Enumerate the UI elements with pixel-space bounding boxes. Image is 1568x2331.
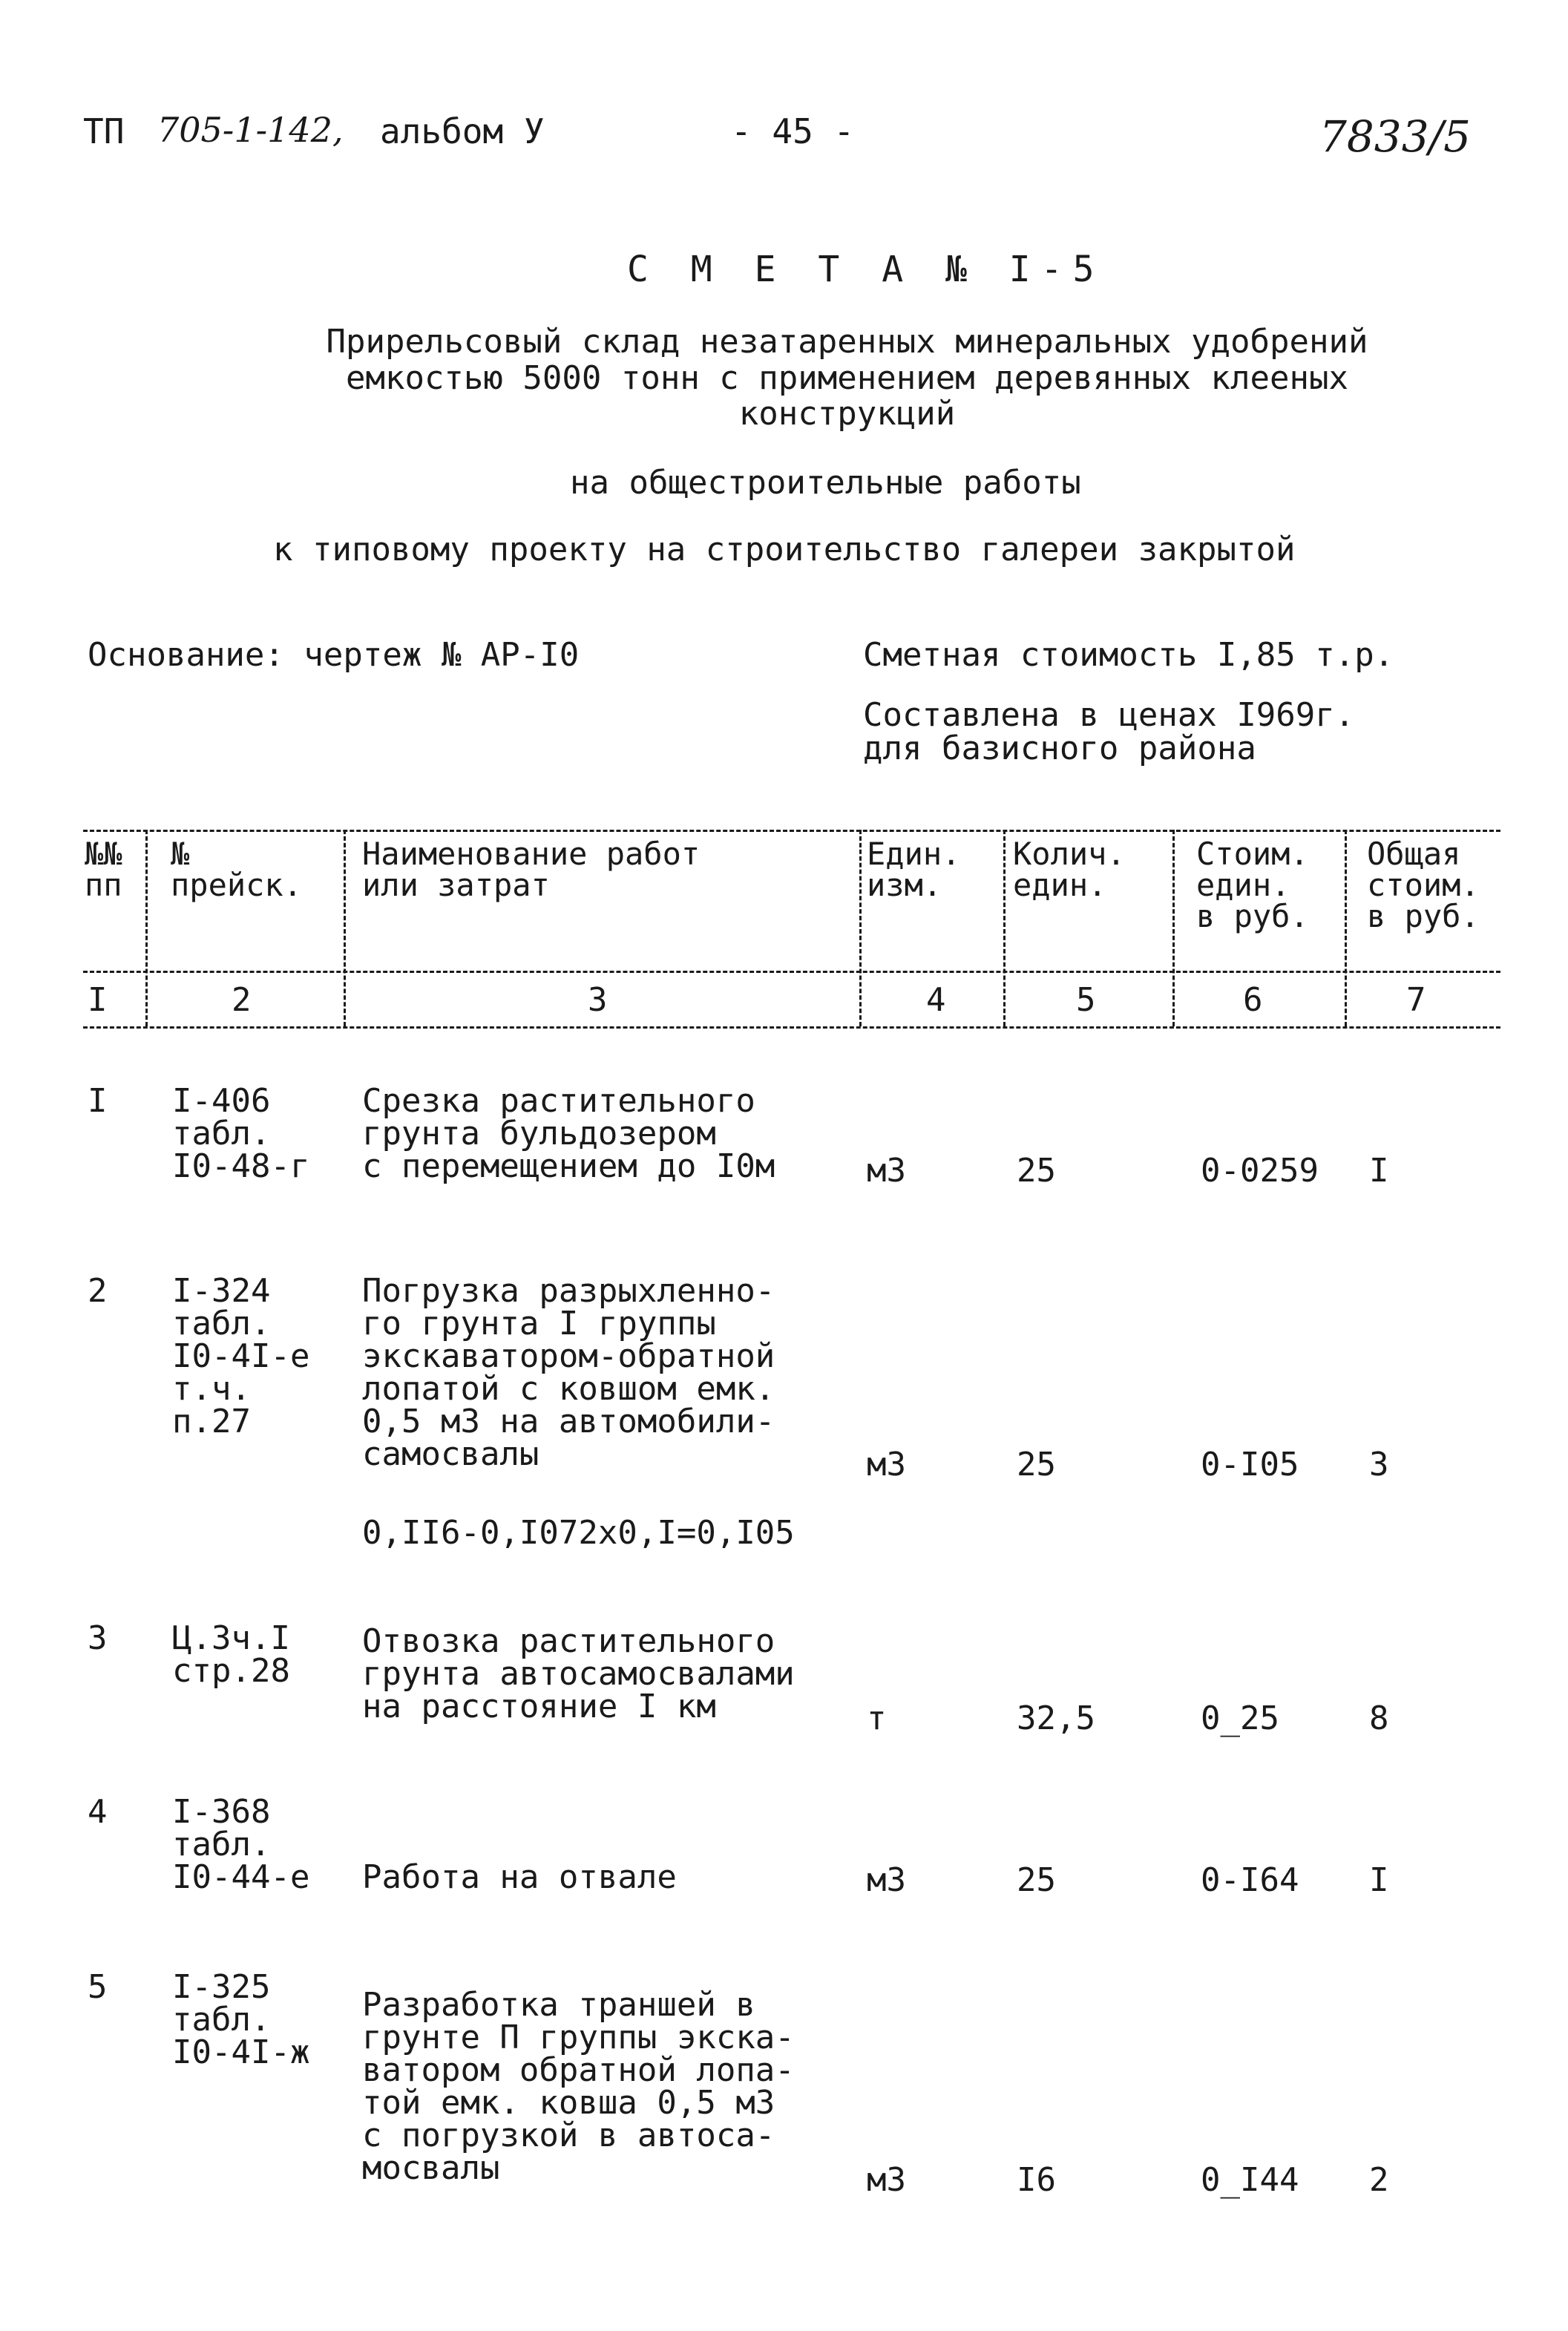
row-price: 0-I64	[1201, 1861, 1299, 1899]
row-unit: м3	[867, 1861, 906, 1899]
header-col-2: № прейск.	[171, 836, 303, 903]
header-col-1: №№ пп	[85, 836, 122, 903]
row-price: 0-I05	[1201, 1446, 1299, 1483]
row-qty: I6	[1017, 2161, 1056, 2199]
table-top-rule	[83, 830, 1500, 832]
row-unit: т	[867, 1699, 887, 1737]
row-ref: I-324 табл. I0-4I-е т.ч. п.27	[172, 1272, 310, 1440]
row-name: Работа на отвале	[362, 1858, 677, 1896]
object-line-1-text: Прирельсовый склад незатаренных минеральных удобрений	[326, 323, 1368, 361]
col-sep-4	[1003, 830, 1006, 1026]
header-col-3: Наименование работ или затрат	[362, 836, 701, 903]
header-col-4: Един. изм.	[867, 836, 961, 903]
header-col-6: Стоим. един. в руб.	[1196, 836, 1309, 934]
row-price: 0_25	[1201, 1699, 1279, 1737]
prices-line-1: Составлена в ценах I969г.	[863, 696, 1355, 734]
row-total: I	[1369, 1861, 1389, 1899]
prices-line-2: для базисного района	[863, 730, 1256, 767]
colnum-2: 2	[232, 981, 252, 1019]
colnum-1: I	[88, 981, 108, 1019]
row-total: 2	[1369, 2161, 1389, 2199]
row-total: I	[1369, 1152, 1389, 1190]
row-note: 0,II6-0,I072x0,I=0,I05	[362, 1514, 795, 1552]
row-qty: 25	[1017, 1152, 1056, 1190]
row-unit: м3	[867, 1152, 906, 1190]
col-sep-2	[344, 830, 346, 1026]
row-number: 2	[88, 1272, 108, 1310]
project-line: к типовому проекту на строительство галереи закрытой	[273, 531, 1296, 568]
row-qty: 25	[1017, 1446, 1056, 1483]
row-total: 8	[1369, 1699, 1389, 1737]
row-name: Отвозка растительного грунта автосамосвалами на расстояние I км	[362, 1622, 795, 1725]
row-number: 3	[88, 1619, 108, 1657]
row-price: 0-0259	[1201, 1152, 1319, 1190]
object-line-2	[0, 359, 1568, 397]
tp-number: 705-1-142,	[157, 110, 344, 150]
col-sep-3	[859, 830, 862, 1026]
row-number: 5	[88, 1968, 108, 2006]
row-number: 4	[88, 1793, 108, 1831]
colnum-3: 3	[588, 981, 608, 1019]
row-unit: м3	[867, 1446, 906, 1483]
row-name: Погрузка разрыхленно- го грунта I группы экскаватором-обратной лопатой с ковшом емк. 0,5 м3 на автомобили- самосвалы	[362, 1272, 775, 1473]
row-qty: 25	[1017, 1861, 1056, 1899]
col-sep-6	[1345, 830, 1347, 1026]
row-ref: I-325 табл. I0-4I-ж	[172, 1968, 310, 2071]
row-unit: м3	[867, 2161, 906, 2199]
colnum-7: 7	[1406, 981, 1426, 1019]
header-col-7: Общая стоим. в руб.	[1367, 836, 1480, 934]
row-name: Срезка растительного грунта бульдозером с перемещением до I0м	[362, 1082, 775, 1185]
estimated-cost: Сметная стоимость I,85 т.р.	[863, 636, 1394, 674]
row-ref: I-368 табл. I0-44-е	[172, 1793, 310, 1896]
row-number: I	[88, 1082, 108, 1120]
row-total: 3	[1369, 1446, 1389, 1483]
row-ref: Ц.3ч.I стр.28	[172, 1619, 290, 1690]
work-type: на общестроительные работы	[570, 464, 1081, 502]
header-col-5: Колич. един.	[1013, 836, 1126, 903]
page-number: - 45 -	[731, 111, 855, 151]
col-sep-5	[1172, 830, 1175, 1026]
row-qty: 32,5	[1017, 1699, 1095, 1737]
smeta-title: С М Е Т А № I-5	[627, 249, 1105, 290]
album-label: альбом У	[380, 111, 545, 151]
basis: Основание: чертеж № АР-I0	[88, 636, 580, 674]
object-line-3	[0, 395, 1568, 433]
object-line-3-text: конструкций	[738, 395, 956, 433]
colnum-4: 4	[926, 981, 946, 1019]
colnum-6: 6	[1243, 981, 1263, 1019]
tp-label: ТП	[83, 111, 125, 151]
row-name: Разработка траншей в грунте П группы экска- ватором обратной лопа- той емк. ковша 0,5 м3 с погрузкой в автоса- мосвалы	[362, 1986, 795, 2187]
archive-code: 7833/5	[1319, 111, 1472, 162]
table-header-rule	[83, 971, 1500, 973]
row-price: 0_I44	[1201, 2161, 1299, 2199]
object-line-1	[0, 323, 1568, 361]
table-colnum-rule	[83, 1026, 1500, 1029]
object-line-2-text: емкостью 5000 тонн с применением деревянных клееных	[345, 359, 1348, 397]
colnum-5: 5	[1076, 981, 1096, 1019]
col-sep-1	[145, 830, 148, 1026]
row-ref: I-406 табл. I0-48-г	[172, 1082, 310, 1185]
